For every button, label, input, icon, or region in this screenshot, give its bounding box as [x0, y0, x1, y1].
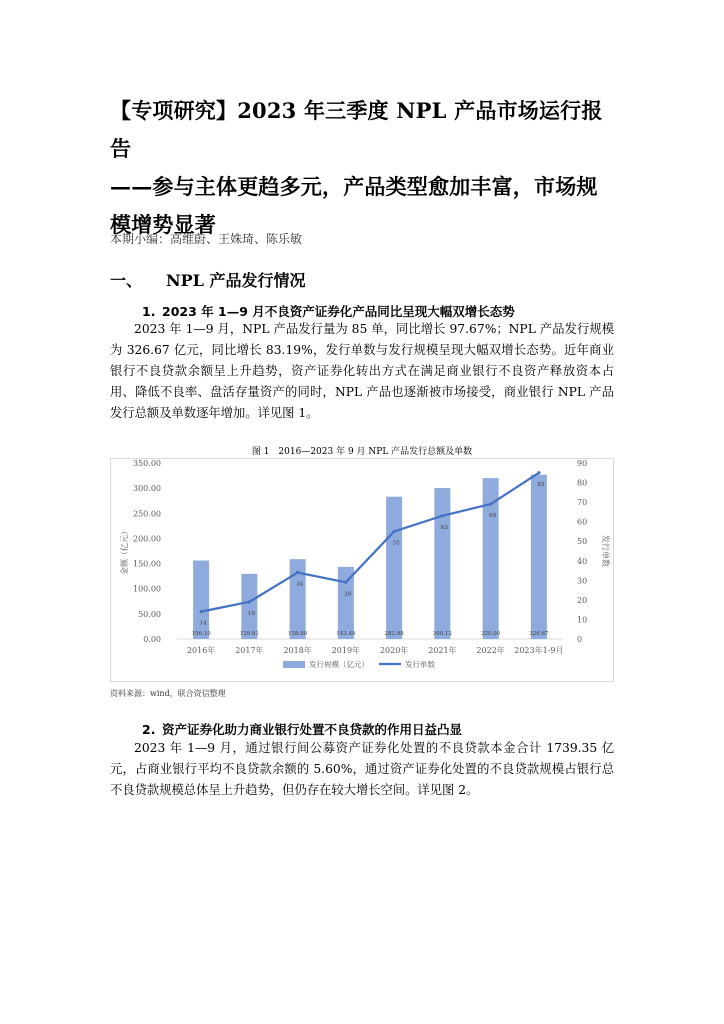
y2-tick-label: 60	[577, 517, 588, 527]
y-tick-label: 200.00	[133, 534, 161, 544]
subsection-number: 1.	[142, 304, 156, 319]
y-tick-label: 50.00	[138, 609, 161, 619]
y-axis-title: 金额（亿元）	[120, 527, 129, 575]
x-tick-label: 2018年	[283, 646, 312, 655]
line-value-label: 29	[344, 591, 352, 598]
line-value-label: 85	[537, 481, 545, 488]
y2-tick-label: 80	[577, 478, 588, 488]
y2-tick-label: 20	[577, 595, 588, 605]
section-title: NPL 产品发行情况	[166, 271, 306, 290]
bar-value-label: 282.98	[384, 631, 404, 637]
y2-tick-label: 90	[577, 459, 588, 468]
title-line-1: 【专项研究】2023 年三季度 NPL 产品市场运行报告	[110, 98, 603, 161]
figure-caption: 图 1 2016—2023 年 9 月 NPL 产品发行总额及单数	[251, 447, 473, 457]
bar-value-label: 326.67	[529, 631, 549, 637]
line-point-5	[441, 514, 444, 517]
y-tick-label: 300.00	[133, 484, 161, 494]
editors-line: 本期小编：高维蔚、王姝琦、陈乐敏	[110, 232, 303, 246]
y-tick-label: 0.00	[143, 635, 161, 644]
y2-tick-label: 50	[577, 537, 588, 547]
y-tick-label: 100.00	[133, 584, 161, 594]
bar-6	[483, 478, 499, 639]
legend-bar-swatch	[283, 661, 305, 668]
section-number: 一、	[110, 271, 143, 290]
bar-value-label: 320.00	[481, 631, 501, 637]
line-value-label: 69	[489, 513, 497, 520]
legend-line-label: 发行单数	[405, 660, 435, 669]
bar-0	[193, 561, 209, 639]
y2-tick-label: 40	[577, 556, 588, 566]
x-tick-label: 2020年	[379, 646, 409, 655]
x-tick-label: 2022年	[476, 646, 505, 655]
y-tick-label: 250.00	[133, 509, 161, 519]
line-point-7	[537, 471, 540, 474]
line-point-1	[248, 600, 251, 603]
line-value-label: 19	[247, 610, 255, 617]
y2-axis-title: 发行单数	[601, 535, 610, 567]
y2-tick-label: 70	[577, 498, 588, 508]
bar-value-label: 300.12	[432, 631, 452, 637]
x-tick-label: 2023年1-9月	[514, 646, 564, 655]
title-line-2: ——参与主体更趋多元，产品类型愈加丰富，市场规	[110, 174, 598, 199]
bar-4	[386, 497, 402, 639]
line-point-0	[200, 610, 203, 613]
line-point-3	[344, 581, 347, 584]
x-tick-label: 2016年	[186, 646, 216, 655]
y2-tick-label: 0	[577, 635, 583, 644]
figure-source: 资料来源：wind，联合资信整理	[110, 689, 226, 698]
x-tick-label: 2017年	[235, 646, 264, 655]
bar-7	[531, 475, 547, 639]
y-tick-label: 350.00	[133, 459, 161, 468]
subsection-title: 资产证券化助力商业银行处置不良贷款的作用日益凸显	[162, 722, 463, 737]
line-value-label: 14	[199, 620, 207, 627]
subsection-heading-2	[142, 720, 462, 738]
y2-tick-label: 30	[577, 576, 588, 586]
subsection-heading-1	[142, 302, 515, 320]
x-tick-label: 2019年	[331, 646, 361, 655]
paragraph-2: 2023 年 1—9 月，通过银行间公募资产证券化处置的不良贷款本金合计 1739.35 亿元，占商业银行平均不良贷款余额的 5.60%，通过资产证券化处置的不良贷款规模占银行总不良贷款规模总体呈上升趋势，但仍存在较大增长空间。详见图 2。	[110, 741, 614, 797]
line-point-6	[489, 502, 492, 505]
y-tick-label: 150.00	[133, 559, 161, 569]
line-value-label: 63	[440, 524, 448, 531]
section-heading-1	[110, 268, 305, 291]
line-value-label: 34	[296, 581, 304, 588]
report-title	[110, 92, 620, 244]
subsection-title: 2023 年 1—9 月不良资产证券化产品同比呈现大幅双增长态势	[162, 304, 515, 319]
subsection-number: 2.	[142, 722, 156, 737]
line-point-4	[393, 530, 396, 533]
bar-value-label: 129.61	[239, 631, 259, 637]
title-line-3: 模增势显著	[110, 212, 216, 237]
figure-1-chart	[110, 458, 614, 682]
y2-tick-label: 10	[577, 615, 588, 625]
x-tick-label: 2021年	[428, 646, 457, 655]
bar-5	[434, 488, 450, 639]
bar-1	[241, 574, 257, 639]
line-point-2	[296, 571, 299, 574]
bar-value-label: 156.10	[191, 631, 211, 637]
bar-value-label: 143.49	[336, 631, 356, 637]
legend-bar-label: 发行规模（亿元）	[309, 660, 369, 669]
line-value-label: 55	[392, 540, 400, 547]
paragraph-1: 2023 年 1—9 月，NPL 产品发行量为 85 单，同比增长 97.67%；NPL 产品发行规模为 326.67 亿元，同比增长 83.19%，发行单数与发行规模呈现大幅双增长态势。近年商业银行不良贷款余额呈上升趋势，资产证券化转出方式在满足商业银行不良资产释放资本占用、降低不良率、盘活存量资产的同时，NPL 产品也逐渐被市场接受，商业银行 NPL 产品发行总额及单数逐年增加。详见图 1。	[110, 322, 614, 420]
chart-svg	[111, 459, 613, 681]
bar-value-label: 158.80	[288, 631, 308, 637]
